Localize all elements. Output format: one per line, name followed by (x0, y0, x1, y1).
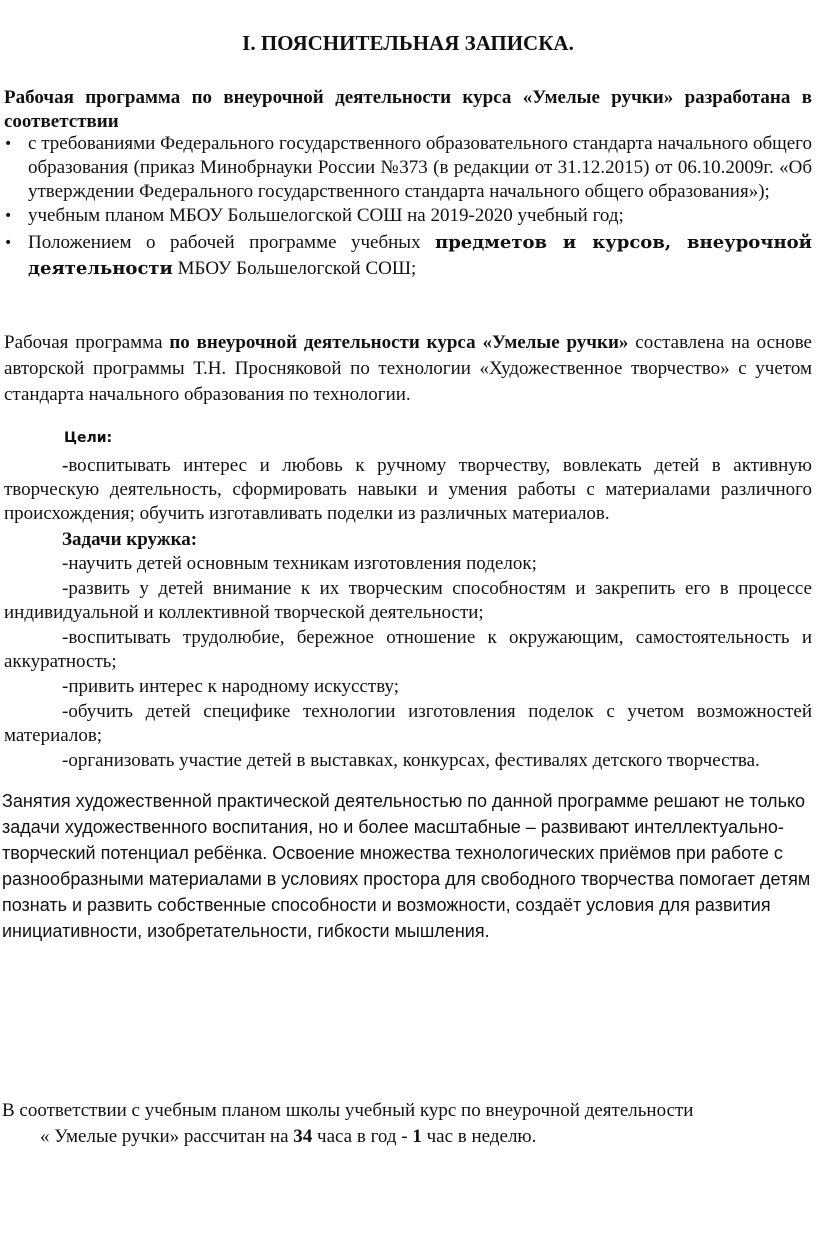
activities-paragraph: Занятия художественной практической деятельностью по данной программе решают не только задачи художественного воспитания, но и более масштабные – развивают интеллектуально-творческий потенциал ребёнка. Освоение множества технологических приёмов при работе с разнообразными материалами в условиях простора для свободного творчества помогает детям познать и развить собственные способности и возможности, создаёт условия для развития инициативности, изобретательности, гибкости мышления. (2, 791, 811, 941)
hours-per-week: 1 (412, 1126, 422, 1147)
hours-per-year: 34 (293, 1126, 313, 1147)
list-item (4, 230, 812, 282)
goals-paragraph (4, 454, 812, 526)
task-item: -воспитывать трудолюбие, бережное отношение к окружающим, самостоятельность и аккуратность; (4, 627, 812, 672)
document-title: I. ПОЯСНИТЕЛЬНАЯ ЗАПИСКА. (242, 31, 574, 55)
task-item: -привить интерес к народному искусству; (62, 676, 400, 697)
list-item (4, 204, 812, 228)
goals-text: воспитывать интерес и любовь к ручному творчеству, вовлекать детей в активную творческую деятельность, сформировать навыки и умения работы с материалами различного происхождения; обучить изготавливать поделки из различных материалов. (4, 455, 812, 524)
hours-text: часа в год - (312, 1126, 413, 1147)
requirements-list (4, 132, 812, 282)
tasks-section (4, 528, 812, 773)
hours-line-1: В соответствии с учебным планом школы учебный курс по внеурочной деятельности (2, 1100, 694, 1121)
task-item: -развить у детей внимание к их творческим способностям и закрепить его в процессе индивидуальной и коллективной творческой деятельности; (4, 578, 812, 623)
hours-paragraph (2, 1098, 814, 1150)
requirement-text: Положением о рабочей программе учебных (28, 232, 436, 253)
requirement-text: учебным планом МБОУ Большелогской СОШ на 2019-2020 учебный год; (28, 205, 624, 226)
list-item (4, 132, 812, 204)
program-emphasis: по внеурочной деятельности курса «Умелые ручки» (169, 332, 629, 353)
requirement-emphasis: предметов и курсов, внеурочной деятельности (28, 232, 812, 279)
bullet-icon: • (4, 136, 13, 152)
hours-text: час в неделю. (421, 1126, 537, 1147)
program-text: Рабочая программа (4, 332, 170, 353)
program-paragraph (4, 330, 812, 408)
hours-line-2 (2, 1124, 814, 1150)
bullet-icon: • (4, 235, 13, 251)
task-item: -научить детей основным техникам изготовления поделок; (62, 553, 537, 574)
requirement-text: с требованиями Федерального государственного образовательного стандарта начального общего образования (приказ Минобрнауки России №373 (в редакции от 31.12.2015) от 06.10.2009г. «Об утверждении Федерального государственного стандарта начального общего образования»); (28, 133, 812, 202)
task-item: -обучить детей специфике технологии изготовления поделок с учетом возможностей материалов; (4, 701, 812, 746)
program-text: составлена на основе авторской программы Т.Н. Просняковой по технологии «Художественное творчество» с учетом стандарта начального образования по технологии. (4, 332, 812, 405)
bullet-icon: • (4, 208, 13, 224)
requirement-text: МБОУ Большелогской СОШ; (172, 258, 417, 279)
hours-text: « Умелые ручки» рассчитан на (40, 1126, 294, 1147)
task-item: -организовать участие детей в выставках, конкурсах, фестивалях детского творчества. (62, 750, 760, 771)
goals-label: Цели: (64, 430, 113, 446)
goals-dash: - (62, 455, 69, 476)
tasks-heading: Задачи кружка: (62, 529, 198, 550)
intro-paragraph: Рабочая программа по внеурочной деятельности курса «Умелые ручки» разработана в соответствии (4, 87, 812, 132)
